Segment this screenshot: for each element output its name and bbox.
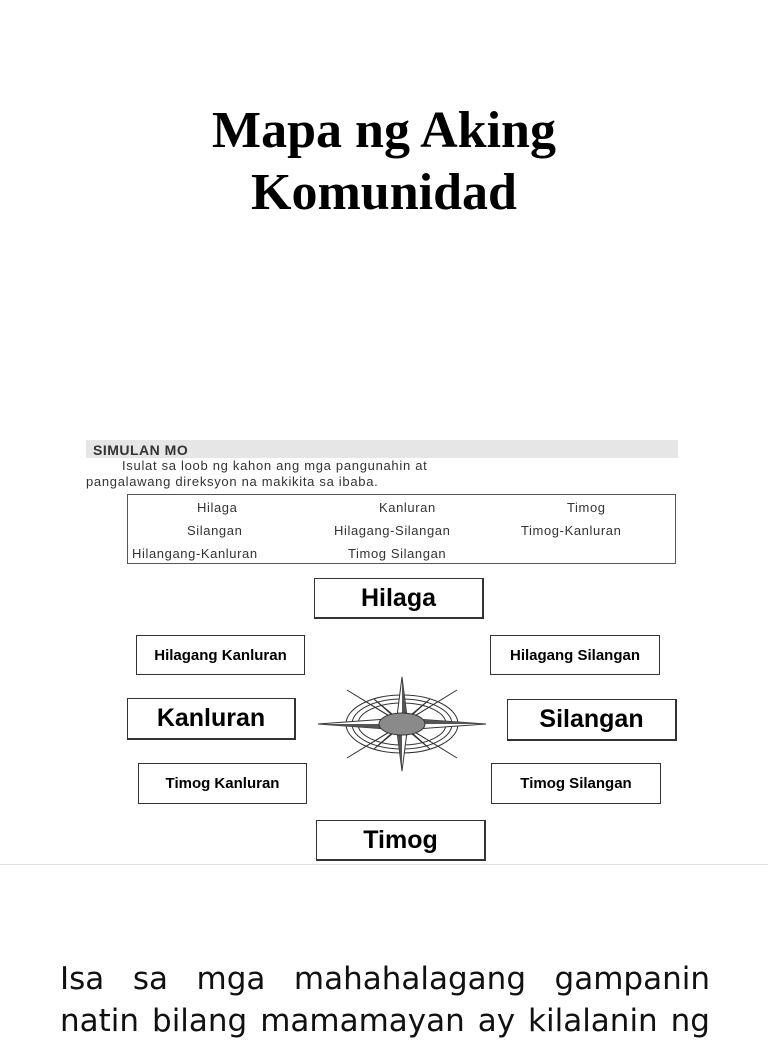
word-bank-item: Timog [567, 500, 606, 515]
title-line-1: Mapa ng Aking [212, 102, 556, 159]
direction-box-southeast: Timog Silangan [491, 763, 661, 804]
word-bank-item: Timog Silangan [348, 546, 447, 561]
word-bank [127, 494, 676, 564]
page-title [0, 100, 768, 224]
instruction-line-1: Isulat sa loob ng kahon ang mga pangunahin at [122, 458, 428, 473]
direction-box-north: Hilaga [314, 578, 484, 619]
body-paragraph [60, 958, 710, 1042]
compass-rose-icon [316, 675, 488, 773]
direction-box-east: Silangan [507, 699, 677, 741]
word-bank-item: Silangan [187, 523, 243, 538]
instruction-line-2: pangalawang direksyon na makikita sa ibaba. [86, 474, 379, 489]
direction-box-southwest: Timog Kanluran [138, 763, 307, 804]
section-divider [0, 864, 768, 865]
word-bank-item: Hilagang-Silangan [334, 523, 451, 538]
direction-box-northeast: Hilagang Silangan [490, 635, 660, 675]
instructions [86, 458, 676, 490]
paragraph-line-1: Isa sa mga mahahalagang gampanin [60, 961, 710, 997]
word-bank-item: Hilangang-Kanluran [132, 546, 258, 561]
word-bank-item: Timog-Kanluran [521, 523, 622, 538]
paragraph-line-2: natin bilang mamamayan ay kilalanin ng [60, 1003, 710, 1039]
direction-box-south: Timog [316, 820, 486, 861]
direction-box-west: Kanluran [127, 698, 296, 740]
title-line-2: Komunidad [251, 164, 517, 221]
word-bank-item: Kanluran [379, 500, 436, 515]
section-header: SIMULAN MO [93, 442, 189, 458]
word-bank-item: Hilaga [197, 500, 238, 515]
direction-box-northwest: Hilagang Kanluran [136, 635, 305, 675]
